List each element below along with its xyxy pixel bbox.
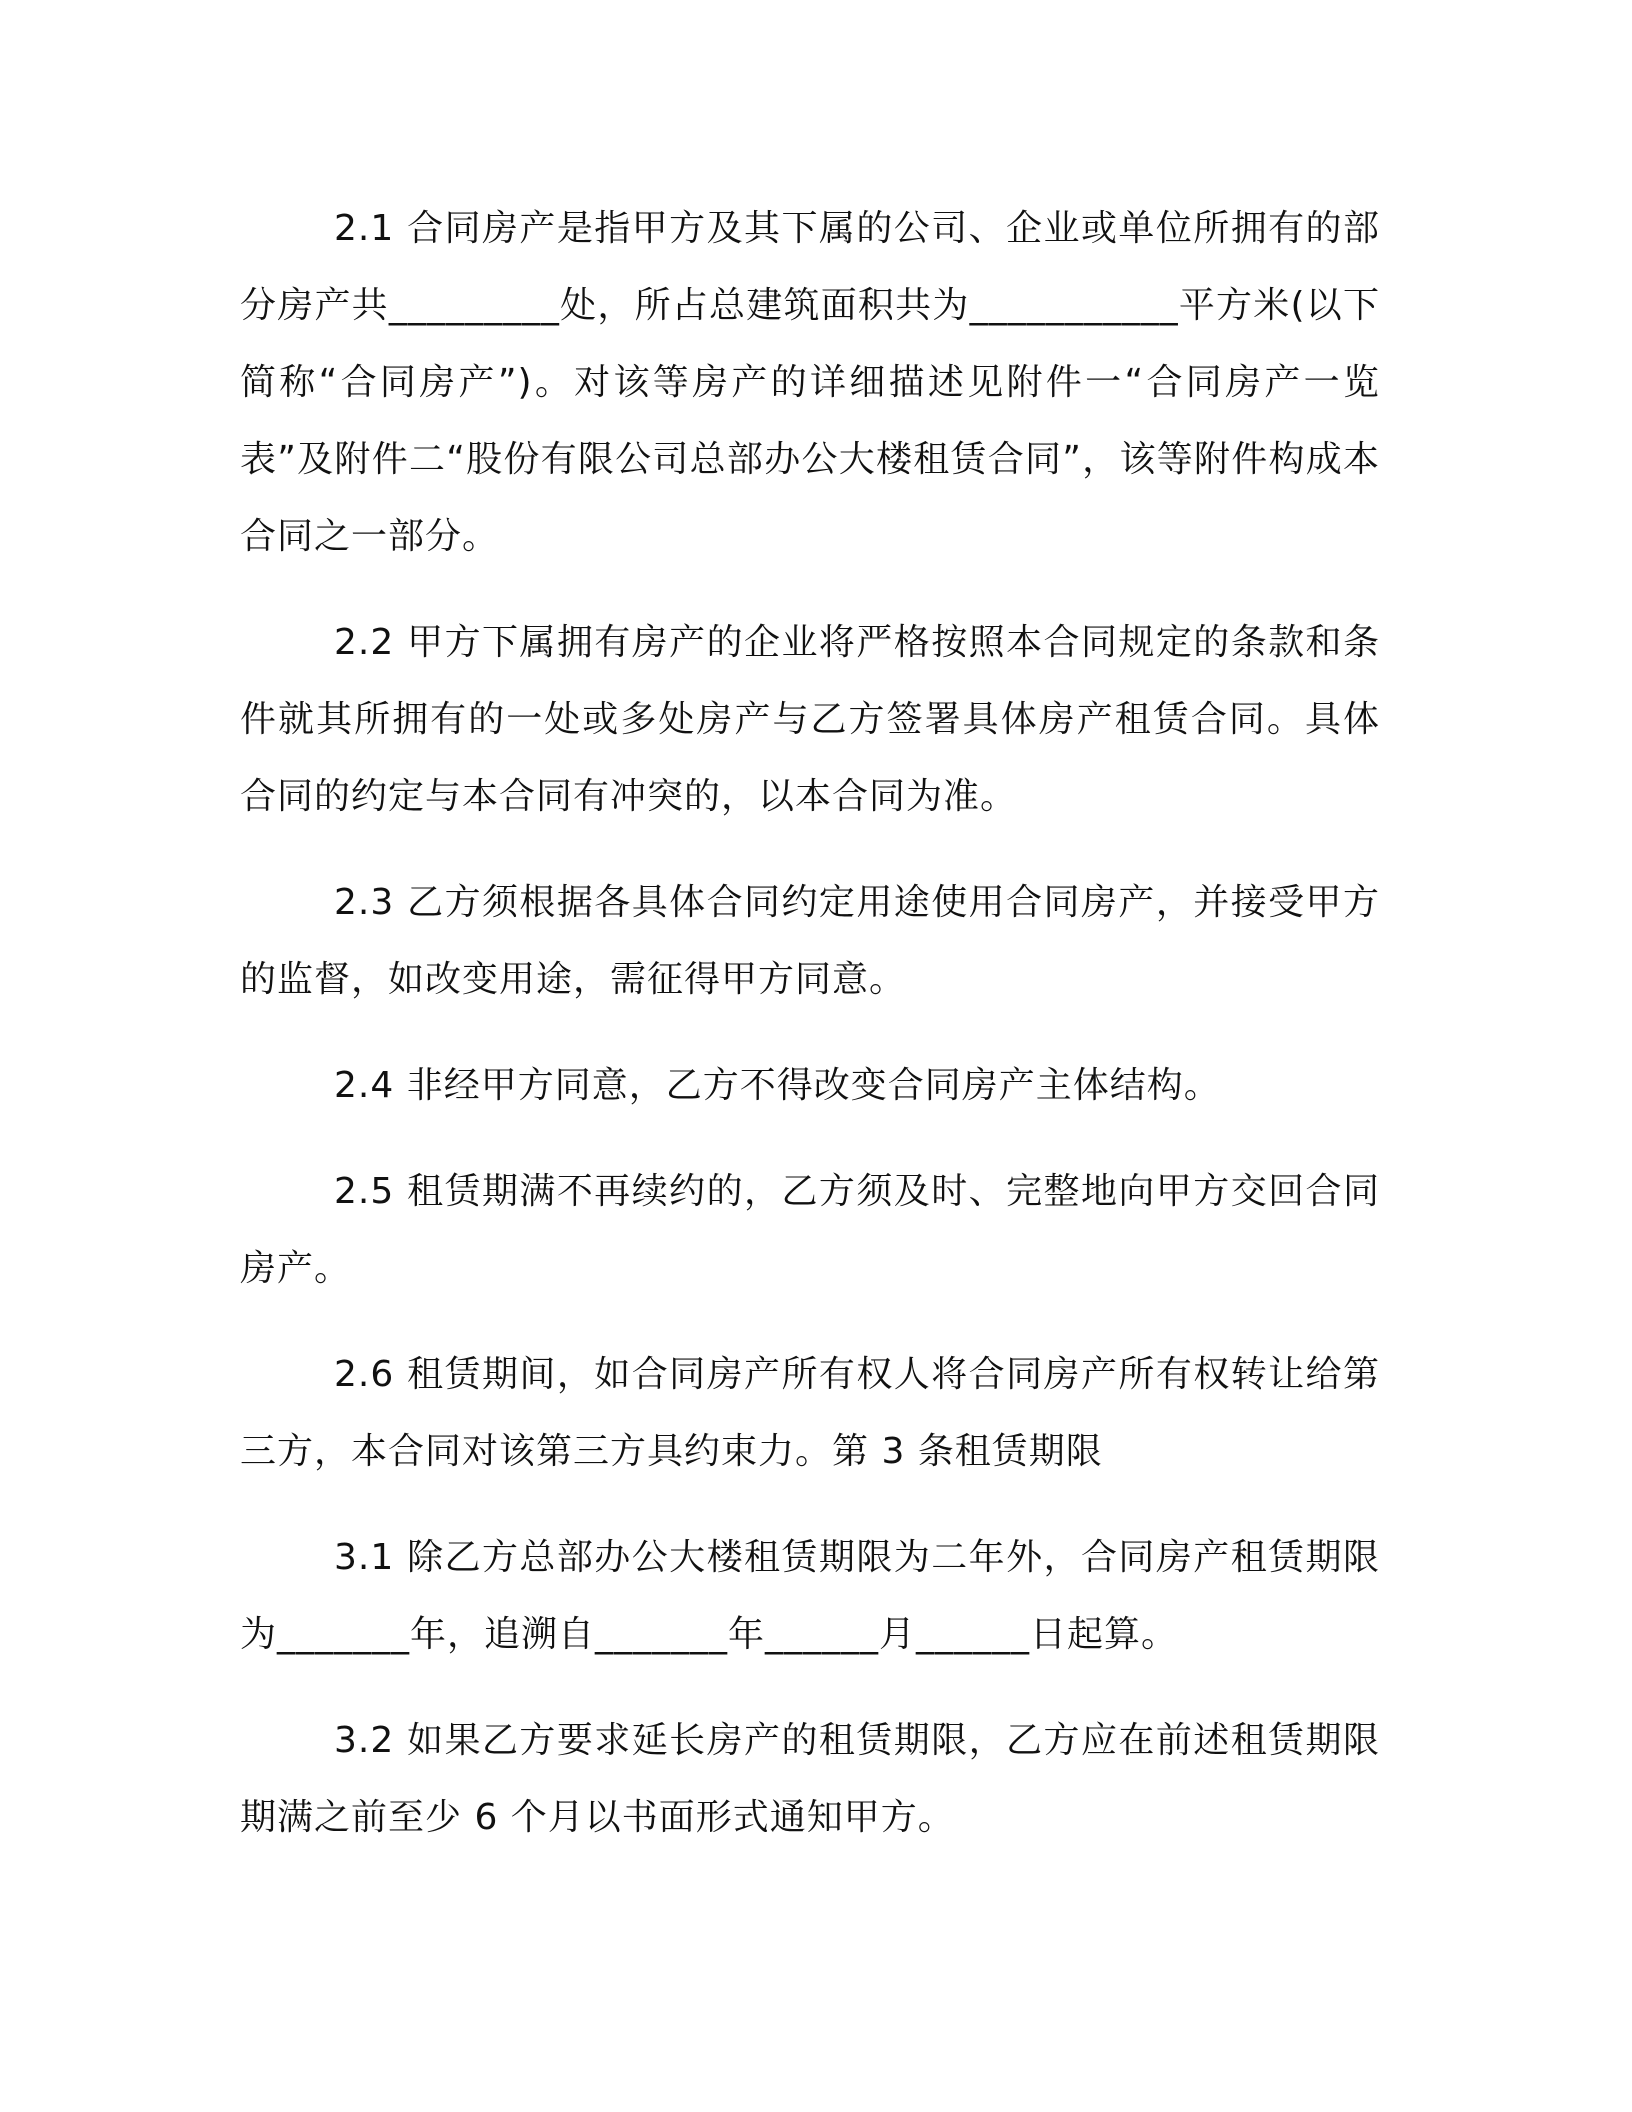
clause-2-1: 2.1 合同房产是指甲方及其下属的公司、企业或单位所拥有的部分房产共_________处，所占总建筑面积共为___________平方米(以下简称“合同房产”)。对该等房产的详细描述见附件一“合同房产一览表”及附件二“股份有限公司总部办公大楼租赁合同”，该等附件构成本合同之一部分。 [240,208,1380,557]
clause-2-2: 2.2 甲方下属拥有房产的企业将严格按照本合同规定的条款和条件就其所拥有的一处或多处房产与乙方签署具体房产租赁合同。具体合同的约定与本合同有冲突的，以本合同为准。 [240,622,1380,817]
document-page [240,190,1380,1885]
clause-2-3: 2.3 乙方须根据各具体合同约定用途使用合同房产，并接受甲方的监督，如改变用途，需征得甲方同意。 [240,882,1380,1000]
clause-3-2: 3.2 如果乙方要求延长房产的租赁期限，乙方应在前述租赁期限期满之前至少 6 个月以书面形式通知甲方。 [240,1720,1380,1838]
clause-3-1: 3.1 除乙方总部办公大楼租赁期限为二年外，合同房产租赁期限为_______年，追溯自_______年______月______日起算。 [240,1537,1380,1655]
clause-2-6: 2.6 租赁期间，如合同房产所有权人将合同房产所有权转让给第三方，本合同对该第三方具约束力。第 3 条租赁期限 [240,1354,1380,1472]
clause-2-5: 2.5 租赁期满不再续约的，乙方须及时、完整地向甲方交回合同房产。 [240,1171,1380,1289]
clause-2-4: 2.4 非经甲方同意，乙方不得改变合同房产主体结构。 [334,1065,1221,1106]
